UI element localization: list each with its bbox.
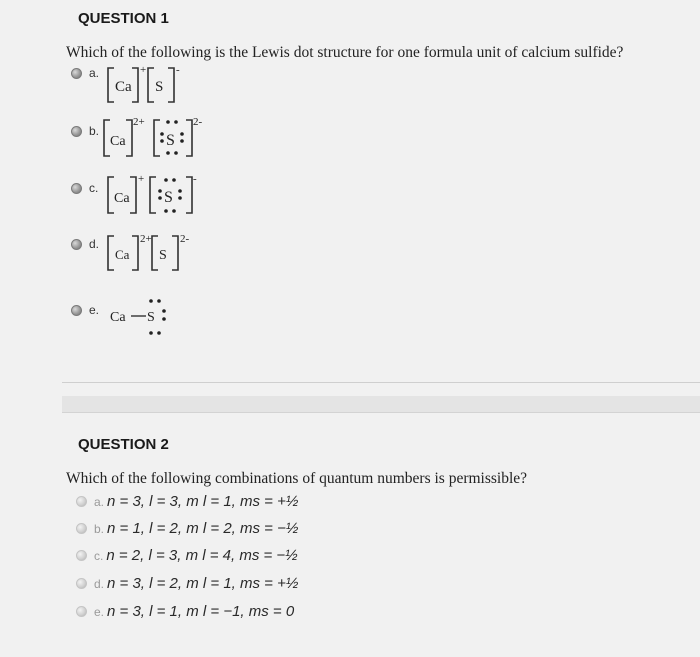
ca-charge: 2+ bbox=[133, 116, 145, 128]
s-symbol: S bbox=[166, 132, 175, 149]
option-letter: b. bbox=[94, 521, 105, 536]
radio-button[interactable] bbox=[71, 126, 82, 137]
ca-symbol: Ca bbox=[115, 247, 130, 262]
lewis-structure-c bbox=[104, 171, 214, 221]
option-letter: e. bbox=[94, 604, 105, 619]
quantum-numbers: n = 2, l = 3, m l = 4, ms = −½ bbox=[106, 547, 298, 564]
radio-button[interactable] bbox=[76, 578, 87, 589]
divider bbox=[62, 382, 700, 383]
ca-charge: + bbox=[140, 64, 147, 76]
radio-button[interactable] bbox=[71, 68, 82, 79]
option-letter: e. bbox=[89, 303, 100, 317]
s-symbol: S bbox=[159, 248, 167, 263]
ca-charge: + bbox=[138, 173, 145, 185]
divider-band bbox=[62, 396, 700, 412]
ca-charge: 2+ bbox=[140, 233, 152, 245]
radio-button[interactable] bbox=[71, 239, 82, 250]
s-charge: 2- bbox=[193, 116, 203, 128]
ca-symbol: Ca bbox=[114, 191, 130, 206]
quantum-numbers: n = 3, l = 1, m l = −1, ms = 0 bbox=[107, 603, 295, 620]
quantum-numbers: n = 3, l = 3, m l = 1, ms = +½ bbox=[107, 493, 299, 510]
question-1-prompt: Which of the following is the Lewis dot structure for one formula unit of calcium sulfide? bbox=[66, 44, 624, 61]
option-e[interactable] bbox=[76, 603, 294, 620]
radio-button[interactable] bbox=[76, 550, 87, 561]
option-e[interactable] bbox=[71, 303, 99, 317]
lewis-structure-a bbox=[104, 62, 214, 108]
ca-symbol: Ca bbox=[115, 79, 132, 95]
option-b[interactable] bbox=[71, 124, 99, 138]
lewis-structure-e bbox=[104, 292, 194, 340]
option-letter: d. bbox=[94, 576, 105, 591]
s-symbol: S bbox=[147, 310, 155, 325]
ca-symbol: Ca bbox=[110, 310, 126, 325]
question-2-prompt: Which of the following combinations of quantum numbers is permissible? bbox=[66, 470, 528, 487]
quantum-numbers: n = 1, l = 2, m l = 2, ms = −½ bbox=[107, 520, 299, 537]
s-charge: - bbox=[193, 173, 197, 185]
option-c[interactable] bbox=[76, 547, 298, 564]
s-symbol: S bbox=[164, 189, 173, 206]
ca-symbol: Ca bbox=[110, 134, 126, 149]
option-d[interactable] bbox=[71, 237, 99, 251]
s-charge: - bbox=[176, 64, 180, 76]
s-charge: 2- bbox=[180, 233, 190, 245]
question-1-title: QUESTION 1 bbox=[78, 10, 169, 27]
option-a[interactable] bbox=[76, 493, 298, 510]
radio-button[interactable] bbox=[76, 496, 87, 507]
question-2-title: QUESTION 2 bbox=[78, 436, 169, 453]
option-letter: a. bbox=[94, 494, 105, 509]
option-d[interactable] bbox=[76, 575, 298, 592]
radio-button[interactable] bbox=[76, 523, 87, 534]
option-letter: c. bbox=[89, 181, 99, 195]
divider bbox=[62, 412, 700, 413]
option-letter: c. bbox=[94, 548, 104, 563]
radio-button[interactable] bbox=[76, 606, 87, 617]
option-letter: b. bbox=[89, 124, 100, 138]
option-b[interactable] bbox=[76, 520, 298, 537]
quantum-numbers: n = 3, l = 2, m l = 1, ms = +½ bbox=[107, 575, 299, 592]
lewis-structure-d bbox=[104, 228, 214, 276]
option-c[interactable] bbox=[71, 181, 98, 195]
radio-button[interactable] bbox=[71, 183, 82, 194]
option-letter: d. bbox=[89, 237, 100, 251]
lewis-structure-b bbox=[96, 112, 226, 164]
option-letter: a. bbox=[89, 66, 100, 80]
radio-button[interactable] bbox=[71, 305, 82, 316]
s-symbol: S bbox=[155, 79, 164, 95]
option-a[interactable] bbox=[71, 66, 99, 80]
